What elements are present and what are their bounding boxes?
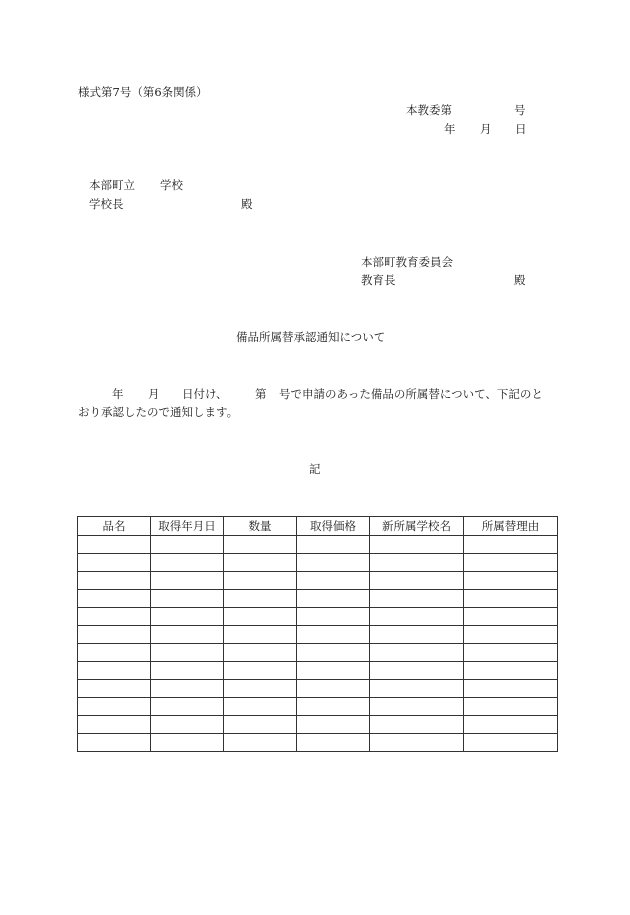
table-cell[interactable] [151, 716, 224, 734]
table-cell[interactable] [297, 554, 370, 572]
table-cell[interactable] [464, 734, 558, 752]
table-cell[interactable] [297, 608, 370, 626]
table-header-row [78, 517, 558, 536]
table-cell[interactable] [297, 572, 370, 590]
table-cell[interactable] [464, 554, 558, 572]
table-row [78, 590, 558, 608]
column-header-item-name: 品名 [78, 517, 151, 536]
table-cell[interactable] [78, 554, 151, 572]
table-row [78, 554, 558, 572]
table-cell[interactable] [370, 590, 464, 608]
table-row [78, 572, 558, 590]
table-cell[interactable] [297, 590, 370, 608]
body-month: 月 [148, 387, 160, 401]
table-cell[interactable] [151, 644, 224, 662]
table-cell[interactable] [78, 698, 151, 716]
body-date-suffix: 日付け、 [182, 387, 228, 401]
table-row [78, 662, 558, 680]
table-cell[interactable] [297, 698, 370, 716]
table-cell[interactable] [78, 644, 151, 662]
table-row [78, 608, 558, 626]
table-cell[interactable] [78, 662, 151, 680]
table-row [78, 734, 558, 752]
table-cell[interactable] [464, 644, 558, 662]
body-year: 年 [112, 387, 124, 401]
table-cell[interactable] [464, 536, 558, 554]
table-cell[interactable] [297, 662, 370, 680]
sender-honorific: 殿 [514, 273, 526, 287]
table-row [78, 716, 558, 734]
table-cell[interactable] [370, 536, 464, 554]
table-cell[interactable] [370, 644, 464, 662]
body-dai: 第 [255, 387, 267, 401]
table-row [78, 626, 558, 644]
addressee-school-label: 学校 [160, 178, 183, 192]
table-cell[interactable] [151, 590, 224, 608]
date-day-label: 日 [515, 122, 527, 136]
table-cell[interactable] [297, 734, 370, 752]
column-header-acquisition-price: 取得価格 [297, 517, 370, 536]
table-cell[interactable] [151, 680, 224, 698]
table-cell[interactable] [224, 716, 297, 734]
table-cell[interactable] [464, 716, 558, 734]
table-cell[interactable] [224, 536, 297, 554]
table-cell[interactable] [370, 680, 464, 698]
table-cell[interactable] [464, 590, 558, 608]
table-cell[interactable] [151, 734, 224, 752]
table-cell[interactable] [224, 554, 297, 572]
table-cell[interactable] [78, 680, 151, 698]
sender-superintendent: 教育長 [361, 273, 396, 287]
table-cell[interactable] [464, 698, 558, 716]
column-header-new-school: 新所属学校名 [370, 517, 464, 536]
table-cell[interactable] [78, 608, 151, 626]
table-cell[interactable] [224, 608, 297, 626]
table-cell[interactable] [224, 644, 297, 662]
table-cell[interactable] [370, 626, 464, 644]
table-cell[interactable] [297, 536, 370, 554]
table-row [78, 644, 558, 662]
table-cell[interactable] [370, 716, 464, 734]
column-header-quantity: 数量 [224, 517, 297, 536]
document-title: 備品所属替承認通知について [236, 330, 386, 344]
table-cell[interactable] [464, 608, 558, 626]
sender-board-name: 本部町教育委員会 [361, 255, 453, 269]
table-cell[interactable] [370, 698, 464, 716]
table-body [78, 536, 558, 752]
table-cell[interactable] [78, 626, 151, 644]
date-month-label: 月 [480, 122, 492, 136]
document-number-prefix: 本教委第 [406, 103, 452, 117]
table-cell[interactable] [224, 626, 297, 644]
date-year-label: 年 [444, 122, 456, 136]
table-cell[interactable] [151, 698, 224, 716]
table-cell[interactable] [151, 572, 224, 590]
table-cell[interactable] [151, 626, 224, 644]
body-line-2: おり承認したので通知します。 [78, 405, 239, 419]
table-cell[interactable] [464, 626, 558, 644]
table-cell[interactable] [78, 572, 151, 590]
document-number-suffix: 号 [514, 103, 526, 117]
table-row [78, 698, 558, 716]
table-cell[interactable] [224, 572, 297, 590]
table-cell[interactable] [151, 536, 224, 554]
table-cell[interactable] [224, 662, 297, 680]
table-cell[interactable] [370, 734, 464, 752]
table-cell[interactable] [370, 572, 464, 590]
table-cell[interactable] [370, 662, 464, 680]
table-cell[interactable] [464, 662, 558, 680]
table-cell[interactable] [224, 734, 297, 752]
items-table [77, 516, 558, 752]
addressee-honorific: 殿 [241, 197, 253, 211]
table-cell[interactable] [224, 590, 297, 608]
table-cell[interactable] [151, 662, 224, 680]
form-number: 様式第7号（第6条関係） [78, 85, 208, 99]
column-header-acquisition-date: 取得年月日 [151, 517, 224, 536]
addressee-principal: 学校長 [89, 197, 124, 211]
table-cell[interactable] [78, 734, 151, 752]
table-cell[interactable] [224, 680, 297, 698]
table-cell[interactable] [297, 626, 370, 644]
table-cell[interactable] [224, 698, 297, 716]
table-cell[interactable] [297, 680, 370, 698]
table-cell[interactable] [297, 644, 370, 662]
body-line1-rest: 号で申請のあった備品の所属替について、下記のと [279, 387, 543, 401]
table-cell[interactable] [464, 680, 558, 698]
table-cell[interactable] [297, 716, 370, 734]
table-cell[interactable] [78, 536, 151, 554]
table-row [78, 680, 558, 698]
table-cell[interactable] [151, 554, 224, 572]
table-cell[interactable] [78, 590, 151, 608]
ki-heading: 記 [309, 462, 321, 476]
column-header-transfer-reason: 所属替理由 [464, 517, 558, 536]
table-cell[interactable] [370, 554, 464, 572]
table-row [78, 536, 558, 554]
table-cell[interactable] [78, 716, 151, 734]
table-cell[interactable] [151, 608, 224, 626]
table-cell[interactable] [370, 608, 464, 626]
table-cell[interactable] [464, 572, 558, 590]
addressee-school-town: 本部町立 [89, 178, 135, 192]
